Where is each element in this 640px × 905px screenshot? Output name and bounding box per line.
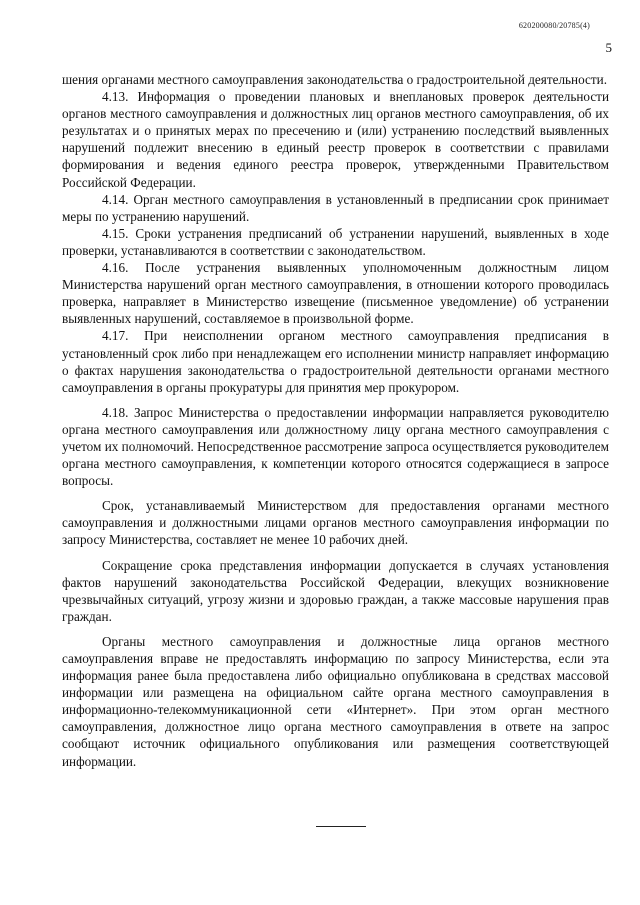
document-body <box>62 71 609 770</box>
paragraph-deadline-reduction: Сокращение срока представления информации допускается в случаях установления фактов нарушений законодательства Российской Федерации, влекущих возникновение чрезвычайных ситуаций, угрозу жизни и здоровью граждан, а также массовые нарушения прав граждан. <box>62 557 609 624</box>
end-of-text-rule <box>316 826 366 827</box>
paragraph-4-18: 4.18. Запрос Министерства о предоставлении информации направляется руководителю органа местного самоуправления или должностному лицу органа местного самоуправления с учетом их полномочий. Непосредственное рассмотрение запроса осуществляется руководителем органа местного самоуправления, к компетенции которого относятся содержащиеся в запросе вопросы. <box>62 404 609 489</box>
paragraph-right-to-decline: Органы местного самоуправления и должностные лица органов местного самоуправления вправе не предоставлять информацию по запросу Министерства, если эта информация ранее была предоставлена либо официально опубликована в средствах массовой информации или размещена на официальном сайте органа местного самоуправления в информационно-телекоммуникационной сети «Интернет». При этом орган местного самоуправления, должностное лицо органа местного самоуправления в ответе на запрос сообщают источник официального опубликования или размещения соответствующей информации. <box>62 633 609 769</box>
paragraph-deadline: Срок, устанавливаемый Министерством для предоставления органами местного самоуправления и должностными лицами органов местного самоуправления информации по запросу Министерства, составляет не менее 10 рабочих дней. <box>62 498 609 548</box>
page-number: 5 <box>605 40 612 55</box>
paragraph-4-17: 4.17. При неисполнении органом местного самоуправления предписания в установленный срок либо при ненадлежащем его исполнении министр направляет информацию о фактах нарушения законодательства о градостроительной деятельности органами местного самоуправления в органы прокуратуры для принятия мер прокурором. <box>62 328 609 395</box>
paragraph-4-13: 4.13. Информация о проведении плановых и внеплановых проверок деятельности органов местного самоуправления и должностных лиц органов местного самоуправления, об их результатах и о принятых мерах по пресечению и (или) устранению последствий выявленных нарушений подлежит внесению в единый реестр проверок в соответствии с правилами формирования и ведения единого реестра проверок, утвержденными Правительством Российской Федерации. <box>62 89 609 190</box>
paragraph-4-15: 4.15. Сроки устранения предписаний об устранении нарушений, выявленных в ходе проверки, устанавливаются в соответствии с законодательством. <box>62 225 609 258</box>
paragraph-4-14: 4.14. Орган местного самоуправления в установленный в предписании срок принимает меры по устранению нарушений. <box>62 191 609 224</box>
paragraph-continuation: шения органами местного самоуправления законодательства о градостроительной деятельности. <box>62 72 608 87</box>
paragraph-4-16: 4.16. После устранения выявленных уполномоченным должностным лицом Министерства нарушений орган местного самоуправления, в отношении которого проводилась проверка, направляет в Министерство извещение (письменное уведомление) об устранении выявленных нарушений, составляемое в произвольной форме. <box>62 260 609 327</box>
document-id: 620200080/20785(4) <box>518 21 590 30</box>
